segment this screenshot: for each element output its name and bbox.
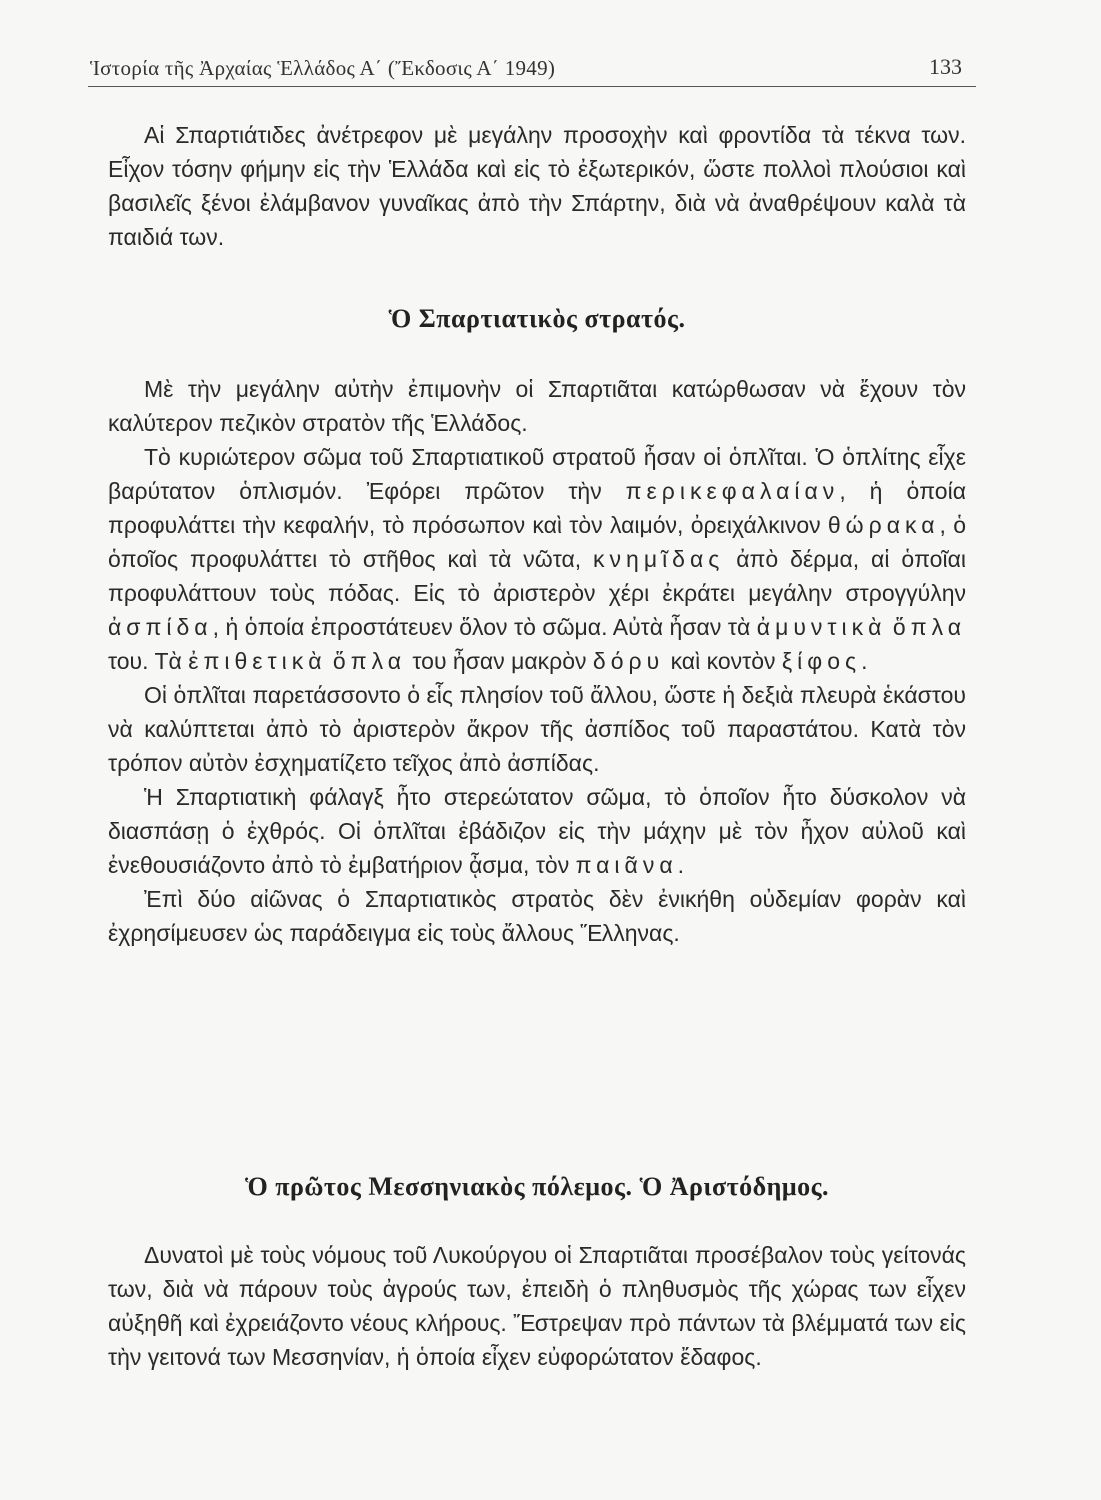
- term-perikefalaia: περικεφαλαίαν: [625, 478, 840, 504]
- term-knimidas: κνημῖδας: [593, 546, 725, 572]
- paragraph-hoplite-armor: [108, 440, 966, 678]
- term-aspida: ἀσπίδα: [108, 614, 213, 640]
- term-xifos: ξίφος: [781, 648, 862, 674]
- section-spartan-women: [108, 118, 966, 254]
- term-epithetika: ἐπιθετικὰ: [188, 648, 327, 674]
- paragraph: Οἱ ὁπλῖται παρετάσσοντο ὁ εἷς πλησίον τοῦ ἄλλου, ὥστε ἡ δεξιὰ πλευρὰ ἑκάστου νὰ καλύπτεται ἀπὸ τὸ ἀριστερὸν ἄκρον τῆς ἀσπίδος τοῦ παραστάτου. Κατὰ τὸν τρόπον αὐτὸν ἐσχηματίζετο τεῖχος ἀπὸ ἀσπίδας.: [108, 682, 966, 776]
- running-title: Ἱστορία τῆς Ἀρχαίας Ἑλλάδος Α΄ (Ἔκδοσις Α΄ 1949): [90, 56, 556, 80]
- paragraph-phalanx: [108, 780, 966, 882]
- paragraph: Μὲ τὴν μεγάλην αὐτὴν ἐπιμονὴν οἱ Σπαρτιᾶται κατώρθωσαν νὰ ἔχουν τὸν καλύτερον πεζικὸν στρατὸν τῆς Ἑλλάδος.: [108, 376, 966, 436]
- text-run: .: [677, 852, 685, 878]
- page-number: 133: [929, 54, 962, 79]
- heading-messenian-war: Ὁ πρῶτος Μεσσηνιακὸς πόλεμος. Ὁ Ἀριστόδημος.: [244, 1172, 830, 1201]
- text-run: του ἦσαν μακρὸν: [406, 648, 593, 674]
- text-run: Ἡ Σπαρτιατικὴ φάλαγξ ἦτο στερεώτατον σῶμα, τὸ ὁποῖον ἦτο δύσκολον νὰ διασπάσῃ ὁ ἐχθρός. Οἱ ὁπλῖται ἐβάδιζον εἰς τὴν μάχην μὲ τὸν ἦχον αὐλοῦ καὶ ἐνεθουσιάζοντο ἀπὸ τὸ ἐμβατήριον ᾆσμα, τὸν: [108, 784, 966, 878]
- text-run: , ἡ ὁποία ἐπροστάτευεν ὅλον τὸ σῶμα. Αὐτὰ ἦσαν τὰ: [212, 614, 757, 640]
- term-opla: ὅπλα: [332, 648, 407, 674]
- term-paiana: παιᾶνα: [575, 852, 678, 878]
- term-amyntika: ἀμυντικὰ: [756, 614, 887, 640]
- section-messenian-war: [108, 1238, 966, 1374]
- text-run: ἀπὸ δέρμα, αἱ ὁποῖαι προφυλάττουν τοὺς πόδας. Εἰς τὸ ἀριστερὸν χέρι ἐκράτει μεγάλην στρογγύλην: [108, 546, 966, 606]
- text-run: καὶ κοντὸν: [664, 648, 782, 674]
- paragraph: Αἱ Σπαρτιάτιδες ἀνέτρεφον μὲ μεγάλην προσοχὴν καὶ φροντίδα τὰ τέκνα των. Εἶχον τόσην φήμην εἰς τὴν Ἑλλάδα καὶ εἰς τὸ ἐξωτερικόν, ὥστε πολλοὶ πλούσιοι καὶ βασιλεῖς ξένοι ἐλάμβανον γυναῖκας ἀπὸ τὴν Σπάρτην, διὰ νὰ ἀναθρέψουν καλὰ τὰ παιδιά των.: [108, 122, 966, 250]
- section-spartan-army: [108, 372, 966, 950]
- term-opla: ὅπλα: [892, 614, 967, 640]
- paragraph: Ἐπὶ δύο αἰῶνας ὁ Σπαρτιατικὸς στρατὸς δὲν ἐνικήθη οὐδεμίαν φορὰν καὶ ἐχρησίμευσεν ὡς παράδειγμα εἰς τοὺς ἄλλους Ἕλληνας.: [108, 886, 966, 946]
- paragraph: Δυνατοὶ μὲ τοὺς νόμους τοῦ Λυκούργου οἱ Σπαρτιᾶται προσέβαλον τοὺς γείτονάς των, διὰ νὰ πάρουν τοὺς ἀγρούς των, ἐπειδὴ ὁ πληθυσμὸς τῆς χώρας των εἶχεν αὐξηθῆ καὶ ἐχρειάζοντο νέους κλήρους. Ἔστρεψαν πρὸ πάντων τὰ βλέμματά των εἰς τὴν γειτονά των Μεσσηνίαν, ἡ ὁποία εἶχεν εὐφορώτατον ἔδαφος.: [108, 1242, 966, 1370]
- text-run: Τὸ κυριώτερον σῶμα τοῦ Σπαρτιατικοῦ στρατοῦ ἦσαν οἱ ὁπλῖται. Ὁ ὁπλίτης εἶχε βαρύτατον ὁπλισμόν. Ἐφόρει πρῶτον τὴν: [108, 444, 966, 504]
- text-run: του. Τὰ: [108, 648, 189, 674]
- text-run: , ὁ ὁποῖος προφυλάττει τὸ στῆθος καὶ τὰ νῶτα,: [108, 512, 967, 572]
- term-dory: δόρυ: [592, 648, 665, 674]
- heading-spartan-army: Ὁ Σπαρτιατικὸς στρατός.: [388, 304, 686, 333]
- running-header: [88, 52, 976, 87]
- term-thoraka: θώρακα: [827, 512, 940, 538]
- text-run: .: [861, 648, 868, 674]
- text-run: , ἡ ὁποία προφυλάττει τὴν κεφαλήν, τὸ πρόσωπον καὶ τὸν λαιμόν, ὀρειχάλκινον: [108, 478, 966, 538]
